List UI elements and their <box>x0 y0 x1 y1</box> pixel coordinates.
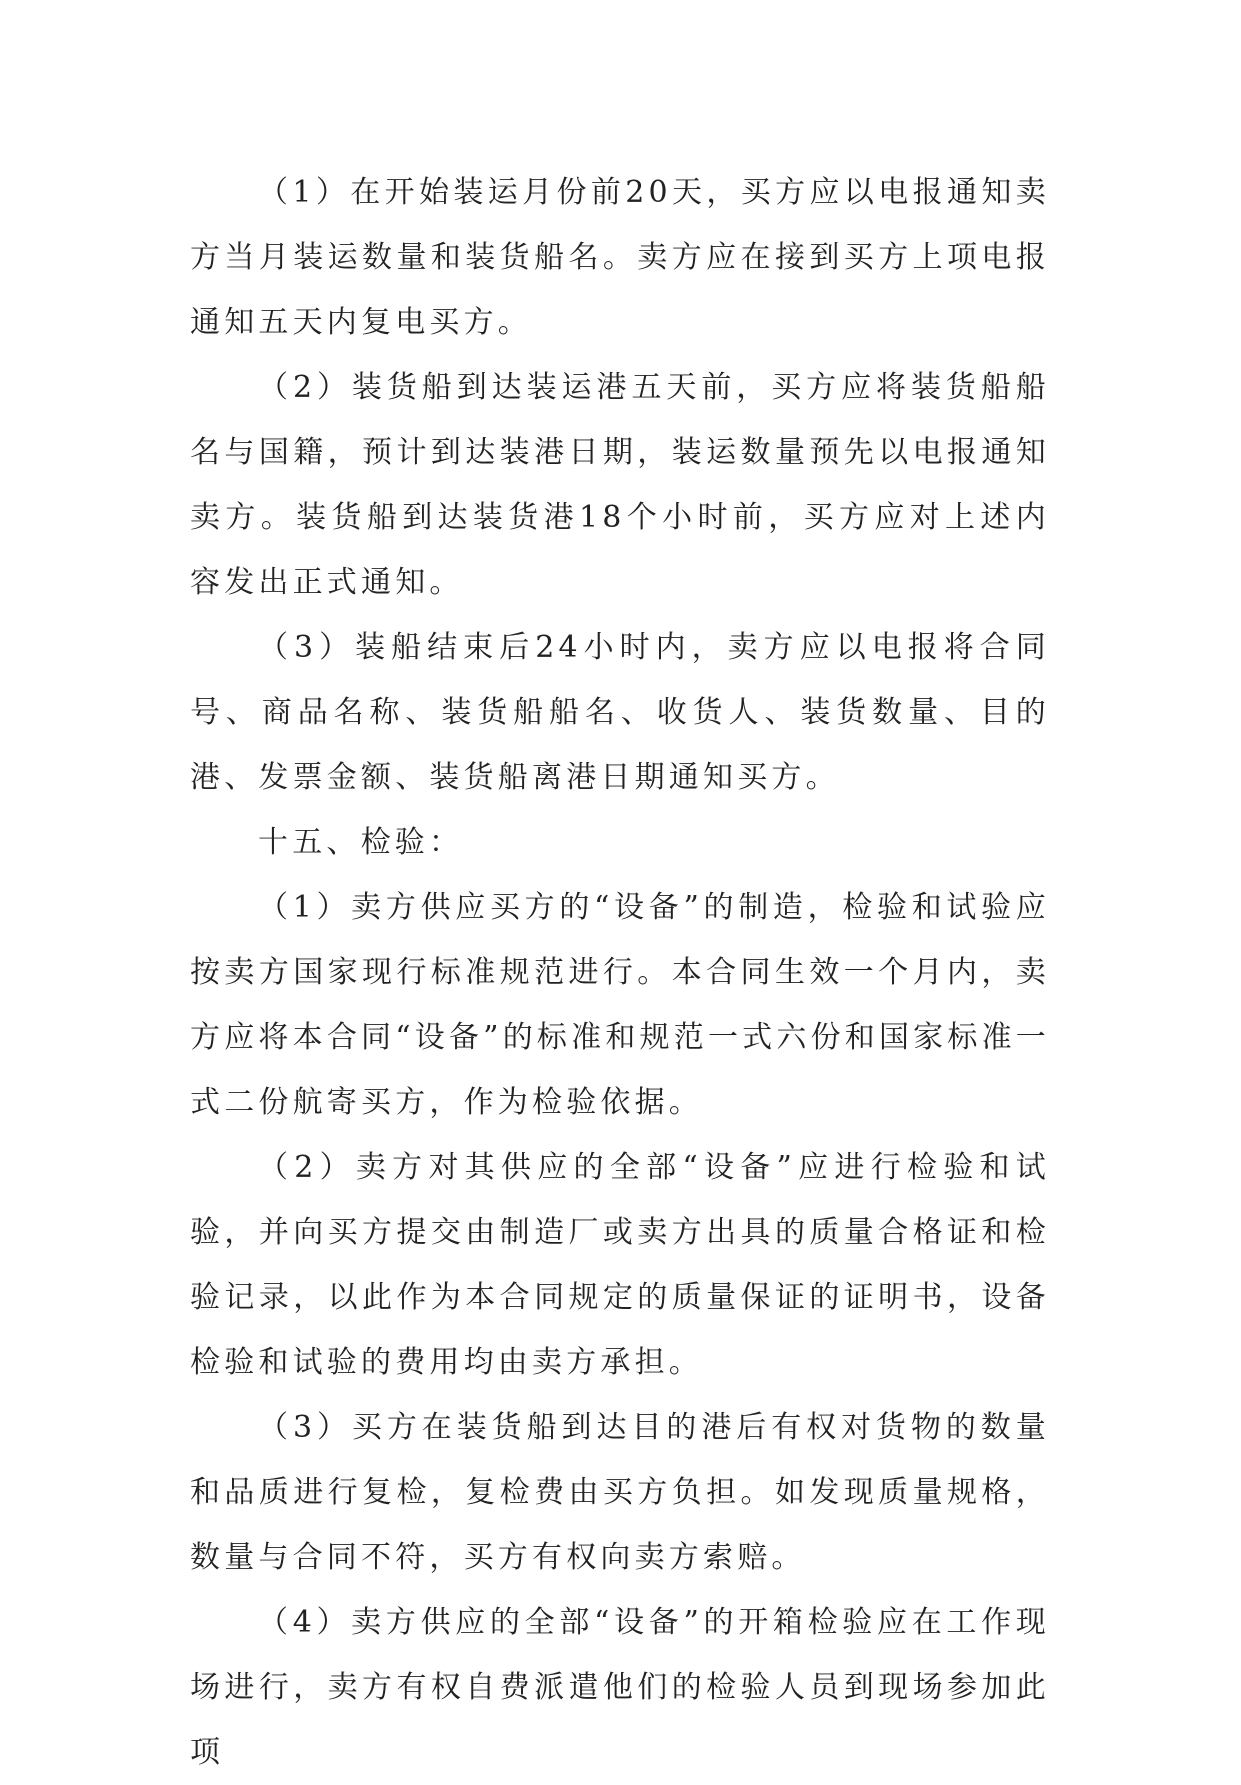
paragraph-inspection-4: （4）卖方供应的全部“设备”的开箱检验应在工作现场进行，卖方有权自费派遣他们的检验人员到现场参加此项 <box>190 1605 1050 1770</box>
section-heading-inspection: 十五、检验： <box>258 825 464 860</box>
paragraph-shipping-notice-3: （3）装船结束后24小时内，卖方应以电报将合同号、商品名称、装货船船名、收货人、装货数量、目的港、发票金额、装货船离港日期通知买方。 <box>190 630 1050 795</box>
paragraph-shipping-notice-1: （1）在开始装运月份前20天，买方应以电报通知卖方当月装运数量和装货船名。卖方应在接到买方上项电报通知五天内复电买方。 <box>190 175 1050 340</box>
paragraph-shipping-notice-2: （2）装货船到达装运港五天前，买方应将装货船船名与国籍，预计到达装港日期，装运数量预先以电报通知卖方。装货船到达装货港18个小时前，买方应对上述内容发出正式通知。 <box>190 370 1050 600</box>
paragraph-inspection-2: （2）卖方对其供应的全部“设备”应进行检验和试验，并向买方提交由制造厂或卖方出具的质量合格证和检验记录，以此作为本合同规定的质量保证的证明书，设备检验和试验的费用均由卖方承担。 <box>190 1150 1050 1380</box>
paragraph-inspection-1: （1）卖方供应买方的“设备”的制造，检验和试验应按卖方国家现行标准规范进行。本合同生效一个月内，卖方应将本合同“设备”的标准和规范一式六份和国家标准一式二份航寄买方，作为检验依据。 <box>190 890 1050 1120</box>
document-body <box>190 160 1050 1785</box>
paragraph-inspection-3: （3）买方在装货船到达目的港后有权对货物的数量和品质进行复检，复检费由买方负担。如发现质量规格，数量与合同不符，买方有权向卖方索赔。 <box>190 1410 1050 1575</box>
